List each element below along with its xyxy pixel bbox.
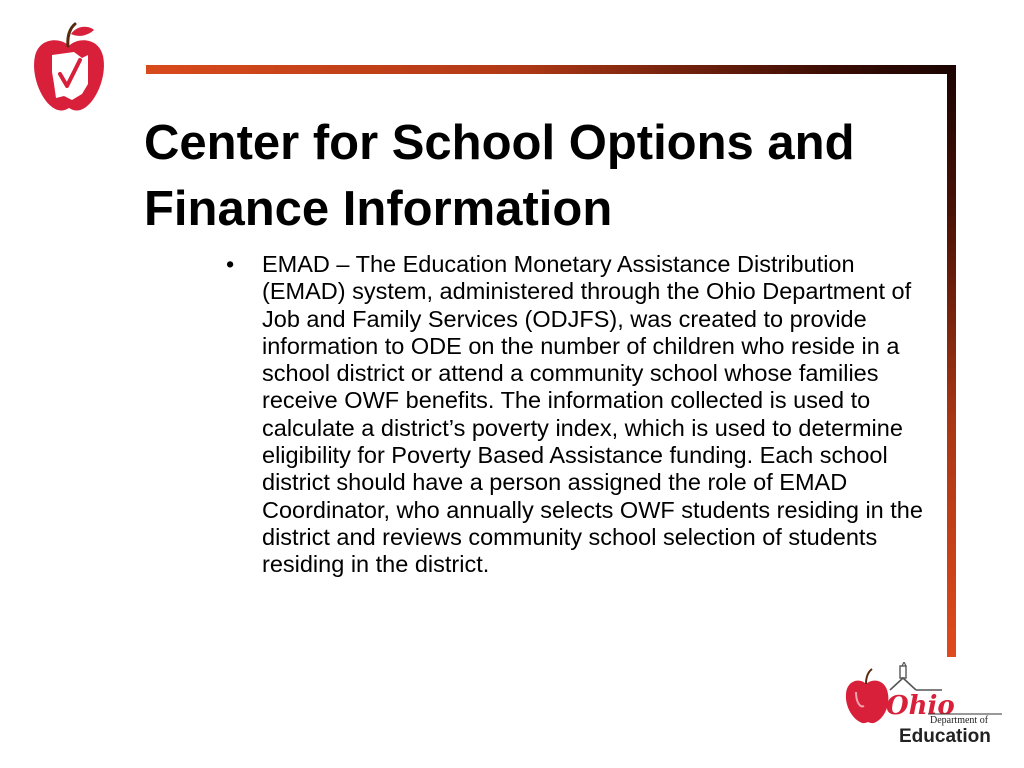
slide-title: Center for School Options and Finance Information xyxy=(144,116,855,236)
top-accent-rule xyxy=(146,65,956,74)
bullet-icon: • xyxy=(226,251,235,277)
schoolhouse-icon xyxy=(890,662,942,690)
apple-logo-icon xyxy=(30,22,108,114)
list-item xyxy=(226,251,926,579)
bullet-text: EMAD – The Education Monetary Assistance Distribution (EMAD) system, administered through the Ohio Department of Job and Family Services (ODJFS), was created to provide information to ODE on the number of children who reside in a school district or attend a community school whose families receive OWF benefits. The information collected is used to calculate a district’s poverty index, which is used to determine eligibility for Poverty Based Assistance funding. Each school district should have a person assigned the role of EMAD Coordinator, who annually selects OWF students residing in the district and reviews community school selection of students residing in the district. xyxy=(262,251,923,578)
department-of-text: Department of xyxy=(930,715,989,726)
education-text: Education xyxy=(899,726,991,747)
ode-logo xyxy=(842,662,1004,748)
ohio-apple-icon xyxy=(846,669,888,723)
ohio-script-text: Ohio xyxy=(886,691,955,721)
bullet-list xyxy=(226,251,926,579)
